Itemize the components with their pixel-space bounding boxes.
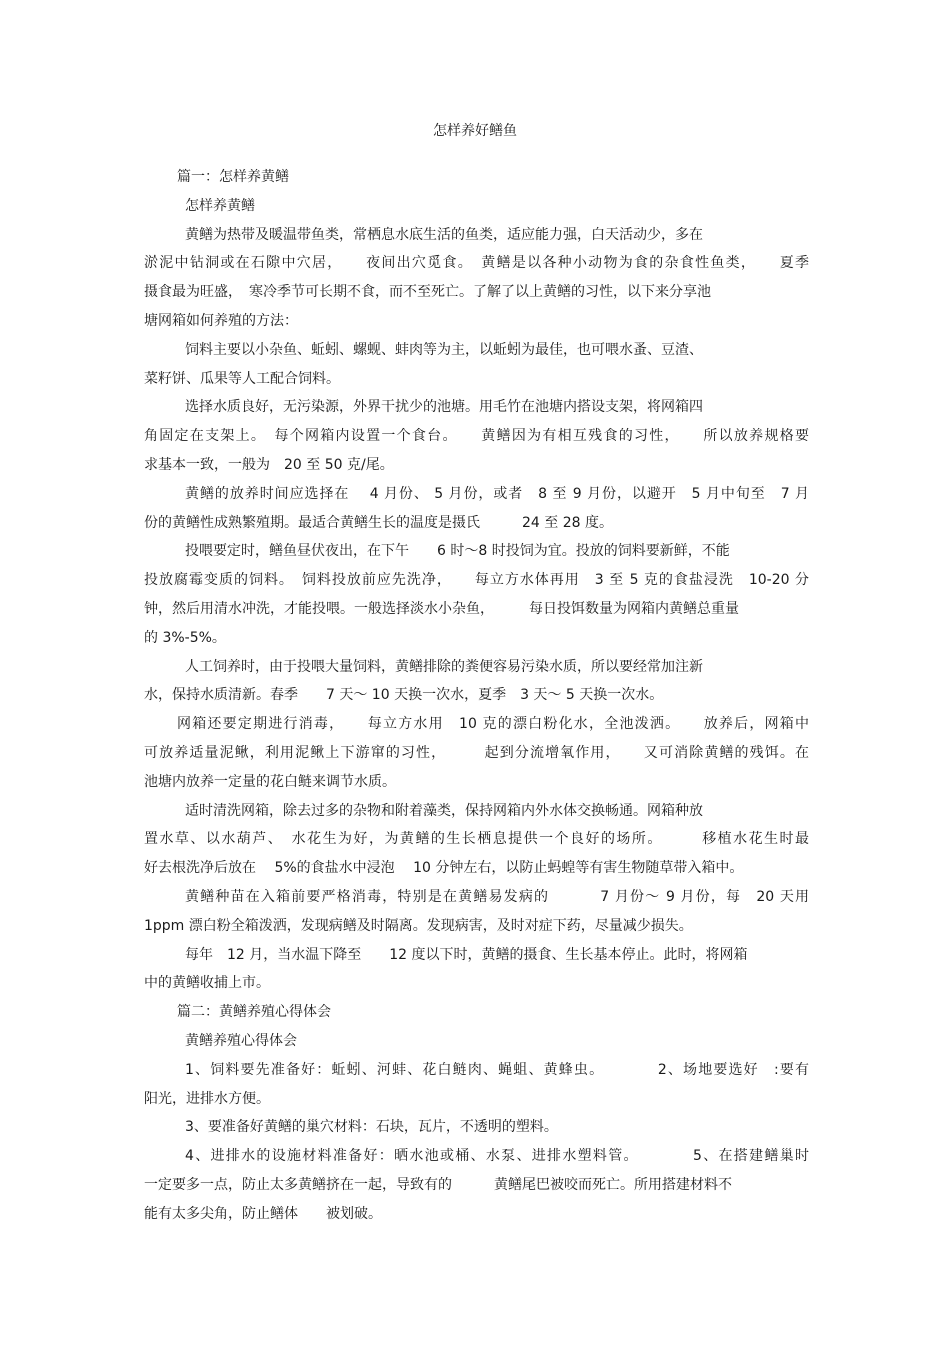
text-line: 黄鳝为热带及暖温带鱼类，常栖息水底生活的鱼类，适应能力强，白天活动少，多在: [185, 226, 703, 243]
text-line: 4、进排水的设施材料准备好：晒水池或桶、水泵、进排水塑料管。 5、在搭建鳝巢时: [185, 1148, 809, 1165]
text-line: 阳光，进排水方便。: [144, 1090, 270, 1107]
text-line: 1ppm 漂白粉全箱泼洒，发现病鳝及时隔离。发现病害，及时对症下药，尽量减少损失。: [144, 917, 693, 934]
text-line: 塘网箱如何养殖的方法：: [144, 312, 298, 329]
text-line: 1、饲料要先准备好：蚯蚓、河蚌、花白鲢肉、蝇蛆、黄蜂虫。 2、场地要选好 :要有: [185, 1061, 809, 1078]
section-subheading: 黄鳝养殖心得体会: [185, 1032, 297, 1049]
text-line: 池塘内放养一定量的花白鲢来调节水质。: [144, 773, 396, 790]
text-line: 钟，然后用清水冲洗，才能投喂。一般选择淡水小杂鱼， 每日投饵数量为网箱内黄鳝总重量: [144, 600, 739, 617]
text-line: 可放养适量泥鳅，利用泥鳅上下游窜的习性， 起到分流增氧作用， 又可消除黄鳝的残饵。在: [144, 744, 809, 761]
text-line: 淤泥中钻洞或在石隙中穴居， 夜间出穴觅食。 黄鳝是以各种小动物为食的杂食性鱼类， 夏季: [144, 255, 809, 272]
text-line: 份的黄鳝性成熟繁殖期。最适合黄鳝生长的温度是摄氏 24 至 28 度。: [144, 514, 613, 531]
text-line: 饲料主要以小杂鱼、蚯蚓、螺蚬、蚌肉等为主，以蚯蚓为最佳，也可喂水蚤、豆渣、: [185, 341, 703, 358]
document-body: [144, 163, 809, 1228]
text-line: 角固定在支架上。 每个网箱内设置一个食台。 黄鳝因为有相互残食的习性， 所以放养规格要: [144, 428, 809, 445]
text-line: 选择水质良好，无污染源，外界干扰少的池塘。用毛竹在池塘内搭设支架，将网箱四: [185, 399, 703, 416]
section-subheading: 怎样养黄鳝: [185, 197, 255, 214]
text-line: 适时清洗网箱，除去过多的杂物和附着藻类，保持网箱内外水体交换畅通。网箱种放: [185, 802, 703, 819]
text-line: 摄食最为旺盛， 寒冷季节可长期不食，而不至死亡。了解了以上黄鳝的习性，以下来分享池: [144, 284, 711, 301]
document-title: 怎样养好鳝鱼: [433, 123, 517, 139]
text-line: 一定要多一点，防止太多黄鳝挤在一起，导致有的 黄鳝尾巴被咬而死亡。所用搭建材料不: [144, 1176, 732, 1193]
text-line: 中的黄鳝收捕上市。: [144, 975, 270, 992]
text-line: 人工饲养时，由于投喂大量饲料，黄鳝排除的粪便容易污染水质，所以要经常加注新: [185, 658, 703, 675]
text-line: 黄鳝种苗在入箱前要严格消毒，特别是在黄鳝易发病的 7 月份～ 9 月份，每 20 天用: [185, 888, 809, 905]
text-line: 3、要准备好黄鳝的巢穴材料：石块，瓦片，不透明的塑料。: [185, 1119, 558, 1136]
section-heading: 篇二：黄鳝养殖心得体会: [177, 1004, 331, 1021]
text-line: 菜籽饼、瓜果等人工配合饲料。: [144, 370, 340, 387]
text-line: 每年 12 月，当水温下降至 12 度以下时，黄鳝的摄食、生长基本停止。此时，将网箱: [185, 946, 748, 963]
text-line: 水，保持水质清新。春季 7 天～ 10 天换一次水，夏季 3 天～ 5 天换一次水。: [144, 687, 664, 704]
text-line: 投放腐霉变质的饲料。 饲料投放前应先洗净， 每立方水体再用 3 至 5 克的食盐浸洗 10-20 分: [144, 572, 809, 589]
text-line: 置水草、以水葫芦、 水花生为好，为黄鳝的生长栖息提供一个良好的场所。 移植水花生时最: [144, 831, 809, 848]
text-line: 能有太多尖角，防止鳝体 被划破。: [144, 1205, 382, 1222]
text-line: 网箱还要定期进行消毒， 每立方水用 10 克的漂白粉化水，全池泼洒。 放养后，网箱中: [177, 716, 809, 733]
text-line: 求基本一致，一般为 20 至 50 克/尾。: [144, 456, 394, 473]
text-line: 投喂要定时，鳝鱼昼伏夜出，在下午 6 时～8 时投饲为宜。投放的饲料要新鲜，不能: [185, 543, 730, 560]
text-line: 黄鳝的放养时间应选择在 4 月份、 5 月份，或者 8 至 9 月份，以避开 5 月中旬至 7 月: [185, 485, 809, 502]
text-line: 好去根洗净后放在 5%的食盐水中浸泡 10 分钟左右，以防止蚂蝗等有害生物随草带入箱中。: [144, 860, 744, 877]
text-line: 的 3%-5%。: [144, 629, 226, 646]
section-heading: 篇一：怎样养黄鳝: [177, 169, 289, 185]
